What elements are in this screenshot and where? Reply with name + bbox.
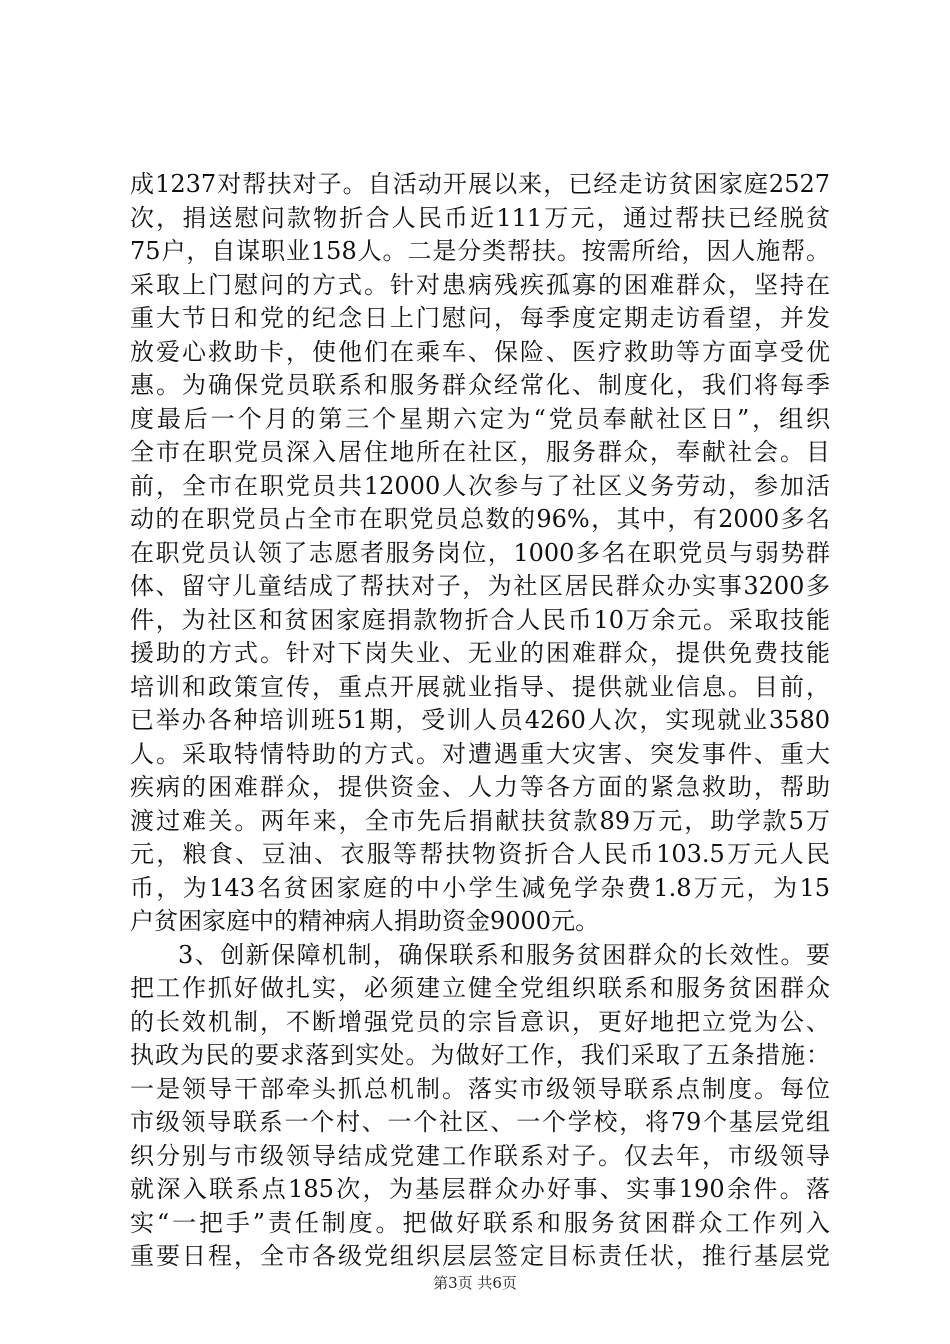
text-line: 件，为社区和贫困家庭捐款物折合人民币10万余元。采取技能 xyxy=(130,605,830,634)
text-line: 75户，自谋职业158人。二是分类帮扶。按需所给，因人施帮。 xyxy=(130,237,830,265)
text-line: 疾病的困难群众，提供资金、人力等各方面的紧急救助，帮助 xyxy=(130,773,830,801)
paragraph xyxy=(130,939,830,1274)
text-line: 培训和政策宣传，重点开展就业指导、提供就业信息。目前， xyxy=(130,672,830,701)
text-line: 援助的方式。针对下岗失业、无业的困难群众，提供免费技能 xyxy=(130,639,830,667)
text-line: 动的在职党员占全市在职党员总数的96%，其中，有2000多名 xyxy=(130,505,830,533)
text-line: 实“一把手”责任制度。把做好联系和服务贫困群众工作列入 xyxy=(130,1208,830,1237)
text-line: 就深入联系点185次，为基层群众办好事、实事190余件。落 xyxy=(130,1175,830,1203)
text-line: 成1237对帮扶对子。自活动开展以来，已经走访贫困家庭2527 xyxy=(130,170,830,198)
text-line: 次，捐送慰问款物折合人民币近111万元，通过帮扶已经脱贫 xyxy=(130,203,830,232)
text-line: 渡过难关。两年来，全市先后捐献扶贫款89万元，助学款5万 xyxy=(130,806,830,835)
text-line: 织分别与市级领导结成党建工作联系对子。仅去年，市级领导 xyxy=(130,1141,830,1170)
text-line: 采取上门慰问的方式。针对患病残疾孤寡的困难群众，坚持在 xyxy=(130,270,830,299)
text-line: 把工作抓好做扎实，必须建立健全党组织联系和服务贫困群众 xyxy=(130,974,830,1002)
text-line: 前，全市在职党员共12000人次参与了社区义务劳动，参加活 xyxy=(130,471,830,500)
text-line: 全市在职党员深入居住地所在社区，服务群众，奉献社会。目 xyxy=(130,438,830,466)
text-line: 惠。为确保党员联系和服务群众经常化、制度化，我们将每季 xyxy=(130,371,830,399)
text-line: 放爱心救助卡，使他们在乘车、保险、医疗救助等方面享受优 xyxy=(130,337,830,366)
document-body xyxy=(130,168,830,1274)
page-number: 第3页 共6页 xyxy=(433,1274,517,1292)
text-line: 的长效机制，不断增强党员的宗旨意识，更好地把立党为公、 xyxy=(130,1007,830,1036)
text-line: 元，粮食、豆油、衣服等帮扶物资折合人民币103.5万元人民 xyxy=(130,840,830,868)
text-line: 重要日程，全市各级党组织层层签定目标责任状，推行基层党 xyxy=(130,1242,830,1270)
text-line: 币，为143名贫困家庭的中小学生减免学杂费1.8万元，为15 xyxy=(130,873,830,902)
text-line: 重大节日和党的纪念日上门慰问，每季度定期走访看望，并发 xyxy=(130,304,830,332)
text-line: 户贫困家庭中的精神病人捐助资金9000元。 xyxy=(130,907,600,935)
text-line: 度最后一个月的第三个星期六定为“党员奉献社区日”，组织 xyxy=(130,404,830,433)
page-footer xyxy=(0,1272,950,1293)
text-line: 人。采取特情特助的方式。对遭遇重大灾害、突发事件、重大 xyxy=(130,739,830,768)
paragraph xyxy=(130,168,830,939)
text-line: 体、留守儿童结成了帮扶对子，为社区居民群众办实事3200多 xyxy=(130,572,830,600)
text-line: 一是领导干部牵头抓总机制。落实市级领导联系点制度。每位 xyxy=(130,1074,830,1103)
text-line: 已举办各种培训班51期，受训人员4260人次，实现就业3580 xyxy=(130,706,830,734)
text-line: 市级领导联系一个村、一个社区、一个学校，将79个基层党组 xyxy=(130,1108,830,1136)
text-line: 3、创新保障机制，确保联系和服务贫困群众的长效性。要 xyxy=(178,940,830,969)
text-line: 在职党员认领了志愿者服务岗位，1000多名在职党员与弱势群 xyxy=(130,538,830,567)
text-line: 执政为民的要求落到实处。为做好工作，我们采取了五条措施： xyxy=(130,1041,830,1069)
